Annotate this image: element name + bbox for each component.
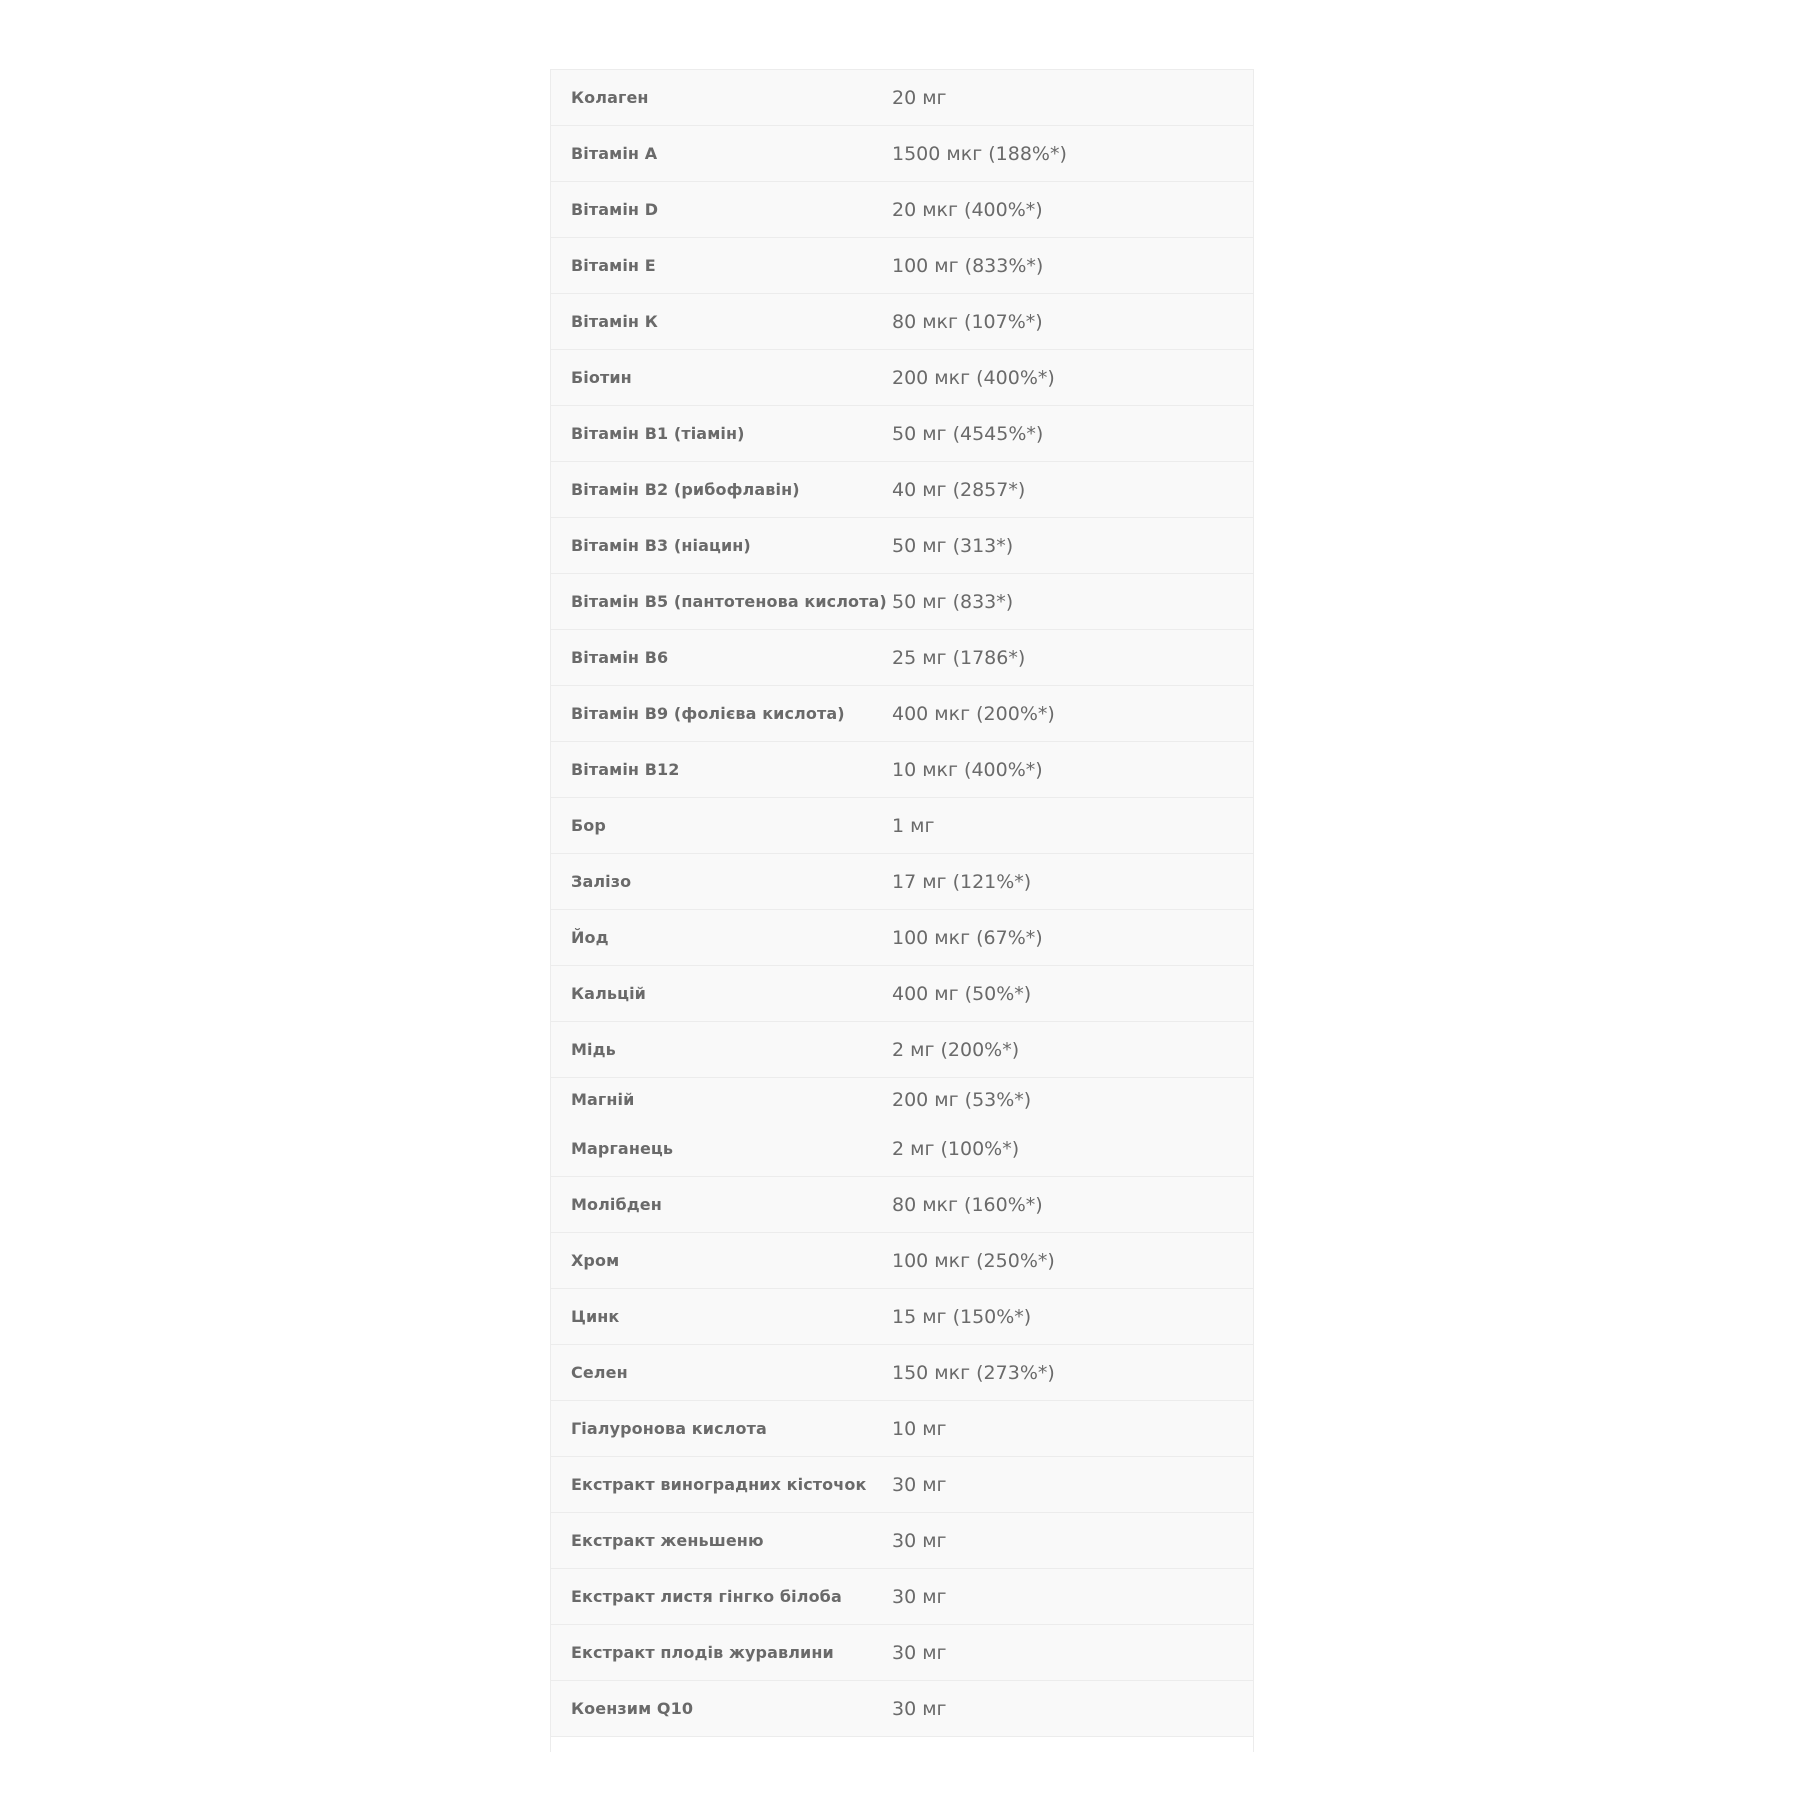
ingredient-name: Вітамін В12 bbox=[571, 760, 680, 779]
ingredient-amount: 10 мкг (400%*) bbox=[892, 758, 1043, 781]
ingredient-name: Залізо bbox=[571, 872, 632, 891]
ingredient-amount: 1 мг bbox=[892, 814, 935, 837]
ingredient-amount: 50 мг (833*) bbox=[892, 590, 1014, 613]
ingredient-name: Екстракт плодів журавлини bbox=[571, 1643, 834, 1662]
table-row bbox=[551, 686, 1253, 742]
table-row bbox=[551, 1022, 1253, 1078]
ingredient-name: Екстракт женьшеню bbox=[571, 1531, 764, 1550]
table-row bbox=[551, 1513, 1253, 1569]
ingredient-amount: 50 мг (313*) bbox=[892, 534, 1014, 557]
table-row bbox=[551, 1569, 1253, 1625]
ingredient-amount: 20 мг bbox=[892, 86, 947, 109]
ingredient-name: Вітамін В6 bbox=[571, 648, 669, 667]
ingredient-amount: 30 мг bbox=[892, 1697, 947, 1720]
ingredient-amount: 2 мг (200%*) bbox=[892, 1038, 1020, 1061]
table-row bbox=[551, 1177, 1253, 1233]
table-row bbox=[551, 182, 1253, 238]
ingredient-amount: 100 мг (833%*) bbox=[892, 254, 1044, 277]
table-row bbox=[551, 742, 1253, 798]
ingredient-amount: 40 мг (2857*) bbox=[892, 478, 1026, 501]
ingredient-name: Вітамін В1 (тіамін) bbox=[571, 424, 745, 443]
table-row bbox=[551, 1457, 1253, 1513]
table-row bbox=[551, 854, 1253, 910]
table-row bbox=[551, 1345, 1253, 1401]
ingredient-amount: 200 мкг (400%*) bbox=[892, 366, 1055, 389]
nutrition-table bbox=[550, 69, 1254, 1752]
table-row bbox=[551, 1121, 1253, 1177]
table-row bbox=[551, 406, 1253, 462]
ingredient-name: Вітамін Е bbox=[571, 256, 656, 275]
ingredient-amount: 30 мг bbox=[892, 1641, 947, 1664]
ingredient-name: Цинк bbox=[571, 1307, 620, 1326]
ingredient-amount: 30 мг bbox=[892, 1473, 947, 1496]
table-row bbox=[551, 798, 1253, 854]
table-row bbox=[551, 630, 1253, 686]
ingredient-amount: 2 мг (100%*) bbox=[892, 1137, 1020, 1160]
ingredient-amount: 25 мг (1786*) bbox=[892, 646, 1026, 669]
ingredient-name: Біотин bbox=[571, 368, 632, 387]
table-row bbox=[551, 350, 1253, 406]
ingredient-amount: 400 мкг (200%*) bbox=[892, 702, 1055, 725]
ingredient-name: Марганець bbox=[571, 1139, 674, 1158]
ingredient-name: Кальцій bbox=[571, 984, 646, 1003]
ingredient-amount: 15 мг (150%*) bbox=[892, 1305, 1032, 1328]
table-row bbox=[551, 1401, 1253, 1457]
ingredient-name: Бор bbox=[571, 816, 606, 835]
table-row bbox=[551, 238, 1253, 294]
ingredient-amount: 400 мг (50%*) bbox=[892, 982, 1032, 1005]
ingredient-name: Мідь bbox=[571, 1040, 616, 1059]
ingredient-amount: 1500 мкг (188%*) bbox=[892, 142, 1067, 165]
table-row bbox=[551, 966, 1253, 1022]
ingredient-name: Вітамін D bbox=[571, 200, 659, 219]
table-row bbox=[551, 462, 1253, 518]
ingredient-name: Хром bbox=[571, 1251, 620, 1270]
table-row bbox=[551, 126, 1253, 182]
ingredient-amount: 80 мкг (107%*) bbox=[892, 310, 1043, 333]
table-row bbox=[551, 574, 1253, 630]
ingredient-amount: 80 мкг (160%*) bbox=[892, 1193, 1043, 1216]
ingredient-name: Екстракт виноградних кісточок bbox=[571, 1475, 867, 1494]
ingredient-amount: 30 мг bbox=[892, 1529, 947, 1552]
ingredient-amount: 20 мкг (400%*) bbox=[892, 198, 1043, 221]
ingredient-name: Гіалуронова кислота bbox=[571, 1419, 767, 1438]
ingredient-amount: 17 мг (121%*) bbox=[892, 870, 1032, 893]
table-row bbox=[551, 518, 1253, 574]
ingredient-name: Екстракт листя гінгко білоба bbox=[571, 1587, 842, 1606]
ingredient-amount: 100 мкг (250%*) bbox=[892, 1249, 1055, 1272]
ingredient-name: Вітамін В3 (ніацин) bbox=[571, 536, 751, 555]
table-row bbox=[551, 1681, 1253, 1737]
ingredient-name: Вітамін В9 (фолієва кислота) bbox=[571, 704, 845, 723]
ingredient-name: Вітамін В5 (пантотенова кислота) bbox=[571, 592, 887, 611]
table-row bbox=[551, 1625, 1253, 1681]
table-row bbox=[551, 1233, 1253, 1289]
ingredient-name: Коензим Q10 bbox=[571, 1699, 694, 1718]
ingredient-name: Йод bbox=[571, 928, 609, 947]
ingredient-amount: 50 мг (4545%*) bbox=[892, 422, 1044, 445]
ingredient-name: Вітамін А bbox=[571, 144, 658, 163]
table-row bbox=[551, 70, 1253, 126]
ingredient-name: Вітамін К bbox=[571, 312, 658, 331]
table-row bbox=[551, 294, 1253, 350]
ingredient-name: Молібден bbox=[571, 1195, 662, 1214]
table-row bbox=[551, 1289, 1253, 1345]
ingredient-name: Магній bbox=[571, 1090, 635, 1109]
table-row bbox=[551, 910, 1253, 966]
ingredient-amount: 30 мг bbox=[892, 1585, 947, 1608]
ingredient-amount: 200 мг (53%*) bbox=[892, 1088, 1032, 1111]
table-bottom-edge bbox=[550, 1737, 1254, 1752]
ingredient-name: Селен bbox=[571, 1363, 628, 1382]
ingredient-amount: 100 мкг (67%*) bbox=[892, 926, 1043, 949]
ingredient-amount: 150 мкг (273%*) bbox=[892, 1361, 1055, 1384]
ingredient-name: Колаген bbox=[571, 88, 649, 107]
ingredient-name: Вітамін В2 (рибофлавін) bbox=[571, 480, 800, 499]
ingredient-amount: 10 мг bbox=[892, 1417, 947, 1440]
table-row bbox=[551, 1078, 1253, 1121]
